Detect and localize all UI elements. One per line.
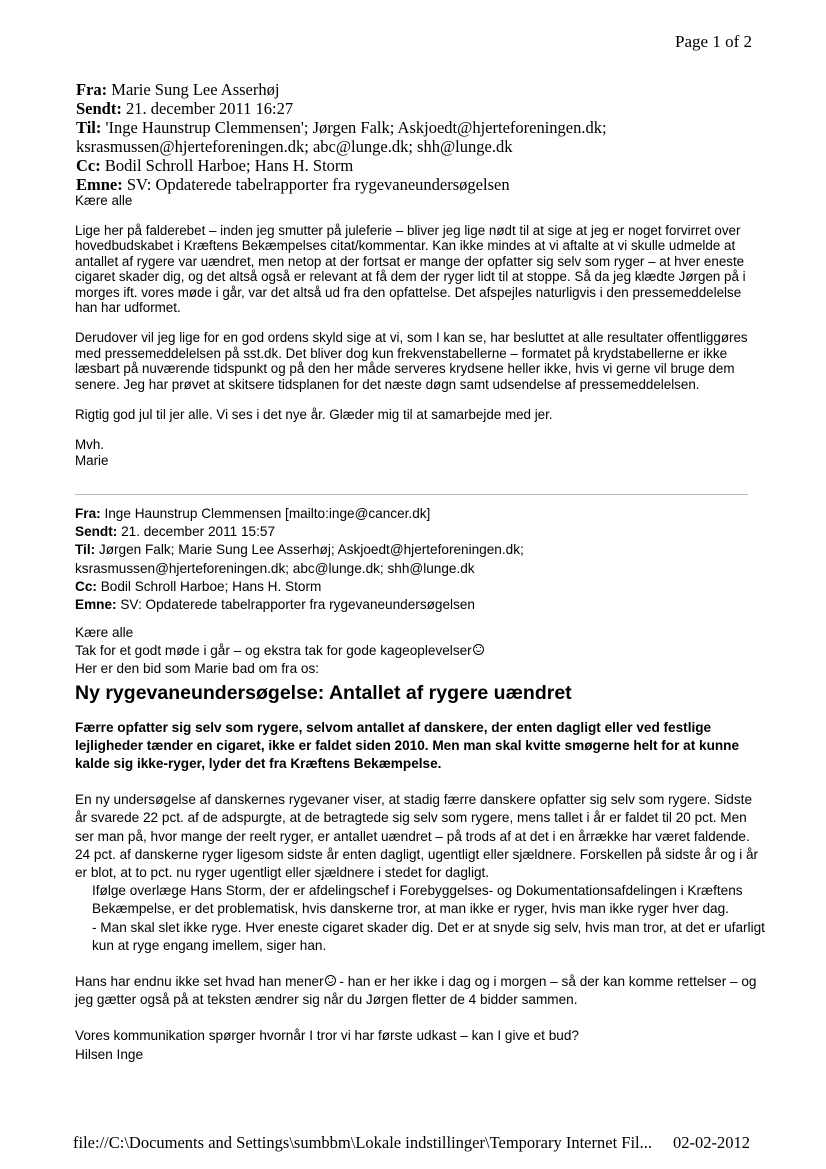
to-label: Til: — [76, 118, 102, 137]
to-line — [75, 541, 765, 559]
subject-line — [75, 596, 765, 614]
article-paragraph-1: En ny undersøgelse af danskernes rygevaner viser, at stadig færre danskere opfatter sig selv som rygere. Sidste år svarede 22 pct. af de adspurgte, at de betragtede sig selv som rygere, mens tallet i år er faldet til 20 pct. Men ser man på, hvor mange der reelt ryger, er antallet uændret – på trods af at det i en årrække har været faldende. 24 pct. af danskerne ryger ligesom sidste år enten dagligt, ugentligt eller sjældnere. Forskellen på sidste år og i år er blot, at to pct. nu ryger ugentligt eller sjældnere i stedet for dagligt. — [75, 792, 759, 881]
signature: Marie — [75, 452, 109, 468]
to-label: Til: — [75, 542, 96, 558]
email-header-1 — [76, 80, 766, 194]
from-line — [75, 505, 765, 523]
cc-line — [75, 578, 765, 596]
closing: Mvh. — [75, 437, 105, 453]
subject-label: Emne: — [75, 597, 117, 613]
from-label: Fra: — [75, 506, 101, 521]
sent-line — [76, 99, 766, 118]
signoff: Hilsen Inge — [75, 1046, 144, 1062]
subject-value: SV: Opdaterede tabelrapporter fra rygevaneundersøgelsen — [126, 175, 510, 194]
smiley-icon — [325, 975, 336, 986]
article-paragraph-3: - Man skal slet ikke ryge. Hver eneste cigaret skader dig. Det er at snyde sig selv, hvis man tror, at det er ufarligt kun at ryge engang imellem, siger han. — [92, 919, 765, 953]
paragraph-1: Lige her på falderebet – inden jeg smutter på juleferie – bliver jeg lige nødt til at sige at jeg er noget forvirret over hovedbudskabet i Kræftens Bekæmpelses citat/kommentar. Kan ikke mindes at vi aftalte at vi skulle udmelde at antallet af rygere var uændret, men netop at der fortsat er mange der opfatter sig selv som ryger – at hver eneste cigaret skader dig, og det altså også er relevant at få dem der ryger lidt til at stoppe. Så da jeg klædte Jørgen på i morges ift. vores møde i går, var det altså ud fra den opfattelse. Det afspejles naturligvis i den pressemeddelelse han har udformet. — [75, 223, 746, 316]
greeting: Kære alle — [75, 193, 133, 208]
sent-line — [75, 523, 765, 541]
sent-value: 21. december 2011 15:57 — [121, 524, 276, 540]
email-header-2 — [75, 505, 765, 614]
thanks-line: Tak for et godt møde i går – og ekstra tak for gode kageoplevelser — [75, 642, 765, 660]
to-line-continued: ksrasmussen@hjerteforeningen.dk; abc@lunge.dk; shh@lunge.dk — [76, 137, 513, 156]
sent-value: 21. december 2011 16:27 — [125, 99, 294, 118]
sent-label: Sendt: — [75, 524, 118, 540]
cc-line — [76, 156, 766, 175]
smiley-icon — [473, 644, 484, 655]
cc-value: Bodil Schroll Harboe; Hans H. Storm — [104, 156, 354, 175]
subject-line — [76, 175, 766, 194]
message-2-body — [75, 624, 765, 1064]
paragraph-3: Rigtig god jul til jer alle. Vi ses i det nye år. Glæder mig til at samarbejde med jer. — [75, 407, 553, 423]
cc-label: Cc: — [76, 156, 101, 175]
paragraph-2: Derudover vil jeg lige for en god ordens skyld sige at vi, som I kan se, har besluttet at alle resultater offentliggøres med pressemeddelelsen på sst.dk. Det bliver dog kun frekvenstabellerne – formatet på krydstabellerne er ikke læsbart på nuværende tidspunkt og på den her måde serveres krydsene heller ikke, hvis vi gerne vil bruge dem senere. Jeg har prøvet at skitsere tidsplanen for det næste døgn samt udsendelse af pressemeddelelsen. — [75, 330, 748, 392]
from-label: Fra: — [76, 80, 108, 99]
article-paragraph-2: Ifølge overlæge Hans Storm, der er afdelingschef i Forebyggelses- og Dokumentationsafdelingen i Kræftens Bekæmpelse, er det problematisk, hvis danskerne tror, at man ikke er ryger, hvis man ikke ryger hver dag. — [92, 883, 743, 917]
comment-paragraph: Hans har endnu ikke set hvad han mener - han er her ikke i dag og i morgen – så der kan komme rettelser – og jeg gætter også på at teksten ændrer sig når du Jørgen fletter de 4 bidder sammen. — [75, 974, 757, 1008]
page-number: Page 1 of 2 — [675, 32, 752, 51]
greeting: Kære alle — [75, 625, 134, 640]
article-headline: Ny rygevaneundersøgelse: Antallet af rygere uændret — [75, 681, 572, 704]
subject-label: Emne: — [76, 175, 123, 194]
from-line — [76, 80, 766, 99]
to-value-line1: 'Inge Haunstrup Clemmensen'; Jørgen Falk; Askjoedt@hjerteforeningen.dk; — [105, 118, 607, 137]
from-value: Marie Sung Lee Asserhøj — [111, 80, 280, 99]
article-lead: Færre opfatter sig selv som rygere, selvom antallet af danskere, der enten dagligt eller ved festlige lejligheder tænder en cigaret, ikke er faldet siden 2010. Men man skal kvitte smøgerne helt for at kunne kalde sig ikke-ryger, lyder det fra Kræftens Bekæmpelse. — [75, 719, 740, 772]
sent-label: Sendt: — [76, 99, 122, 118]
to-line — [76, 118, 766, 137]
from-value: Inge Haunstrup Clemmensen [mailto:inge@cancer.dk] — [104, 506, 431, 521]
to-line-continued: ksrasmussen@hjerteforeningen.dk; abc@lunge.dk; shh@lunge.dk — [75, 560, 475, 576]
question-line: Vores kommunikation spørger hvornår I tror vi har første udkast – kan I give et bud? — [75, 1028, 579, 1044]
message-divider — [75, 494, 748, 495]
subject-value: SV: Opdaterede tabelrapporter fra rygevaneundersøgelsen — [120, 597, 475, 613]
cc-value: Bodil Schroll Harboe; Hans H. Storm — [100, 578, 322, 594]
cc-label: Cc: — [75, 578, 97, 594]
to-value-line1: Jørgen Falk; Marie Sung Lee Asserhøj; Askjoedt@hjerteforeningen.dk; — [98, 542, 524, 558]
footer-date: 02-02-2012 — [673, 1133, 750, 1152]
intro-line: Her er den bid som Marie bad om fra os: — [75, 661, 320, 677]
footer-file-path: file://C:\Documents and Settings\sumbbm\Lokale indstillinger\Temporary Internet Fil... — [73, 1133, 653, 1152]
